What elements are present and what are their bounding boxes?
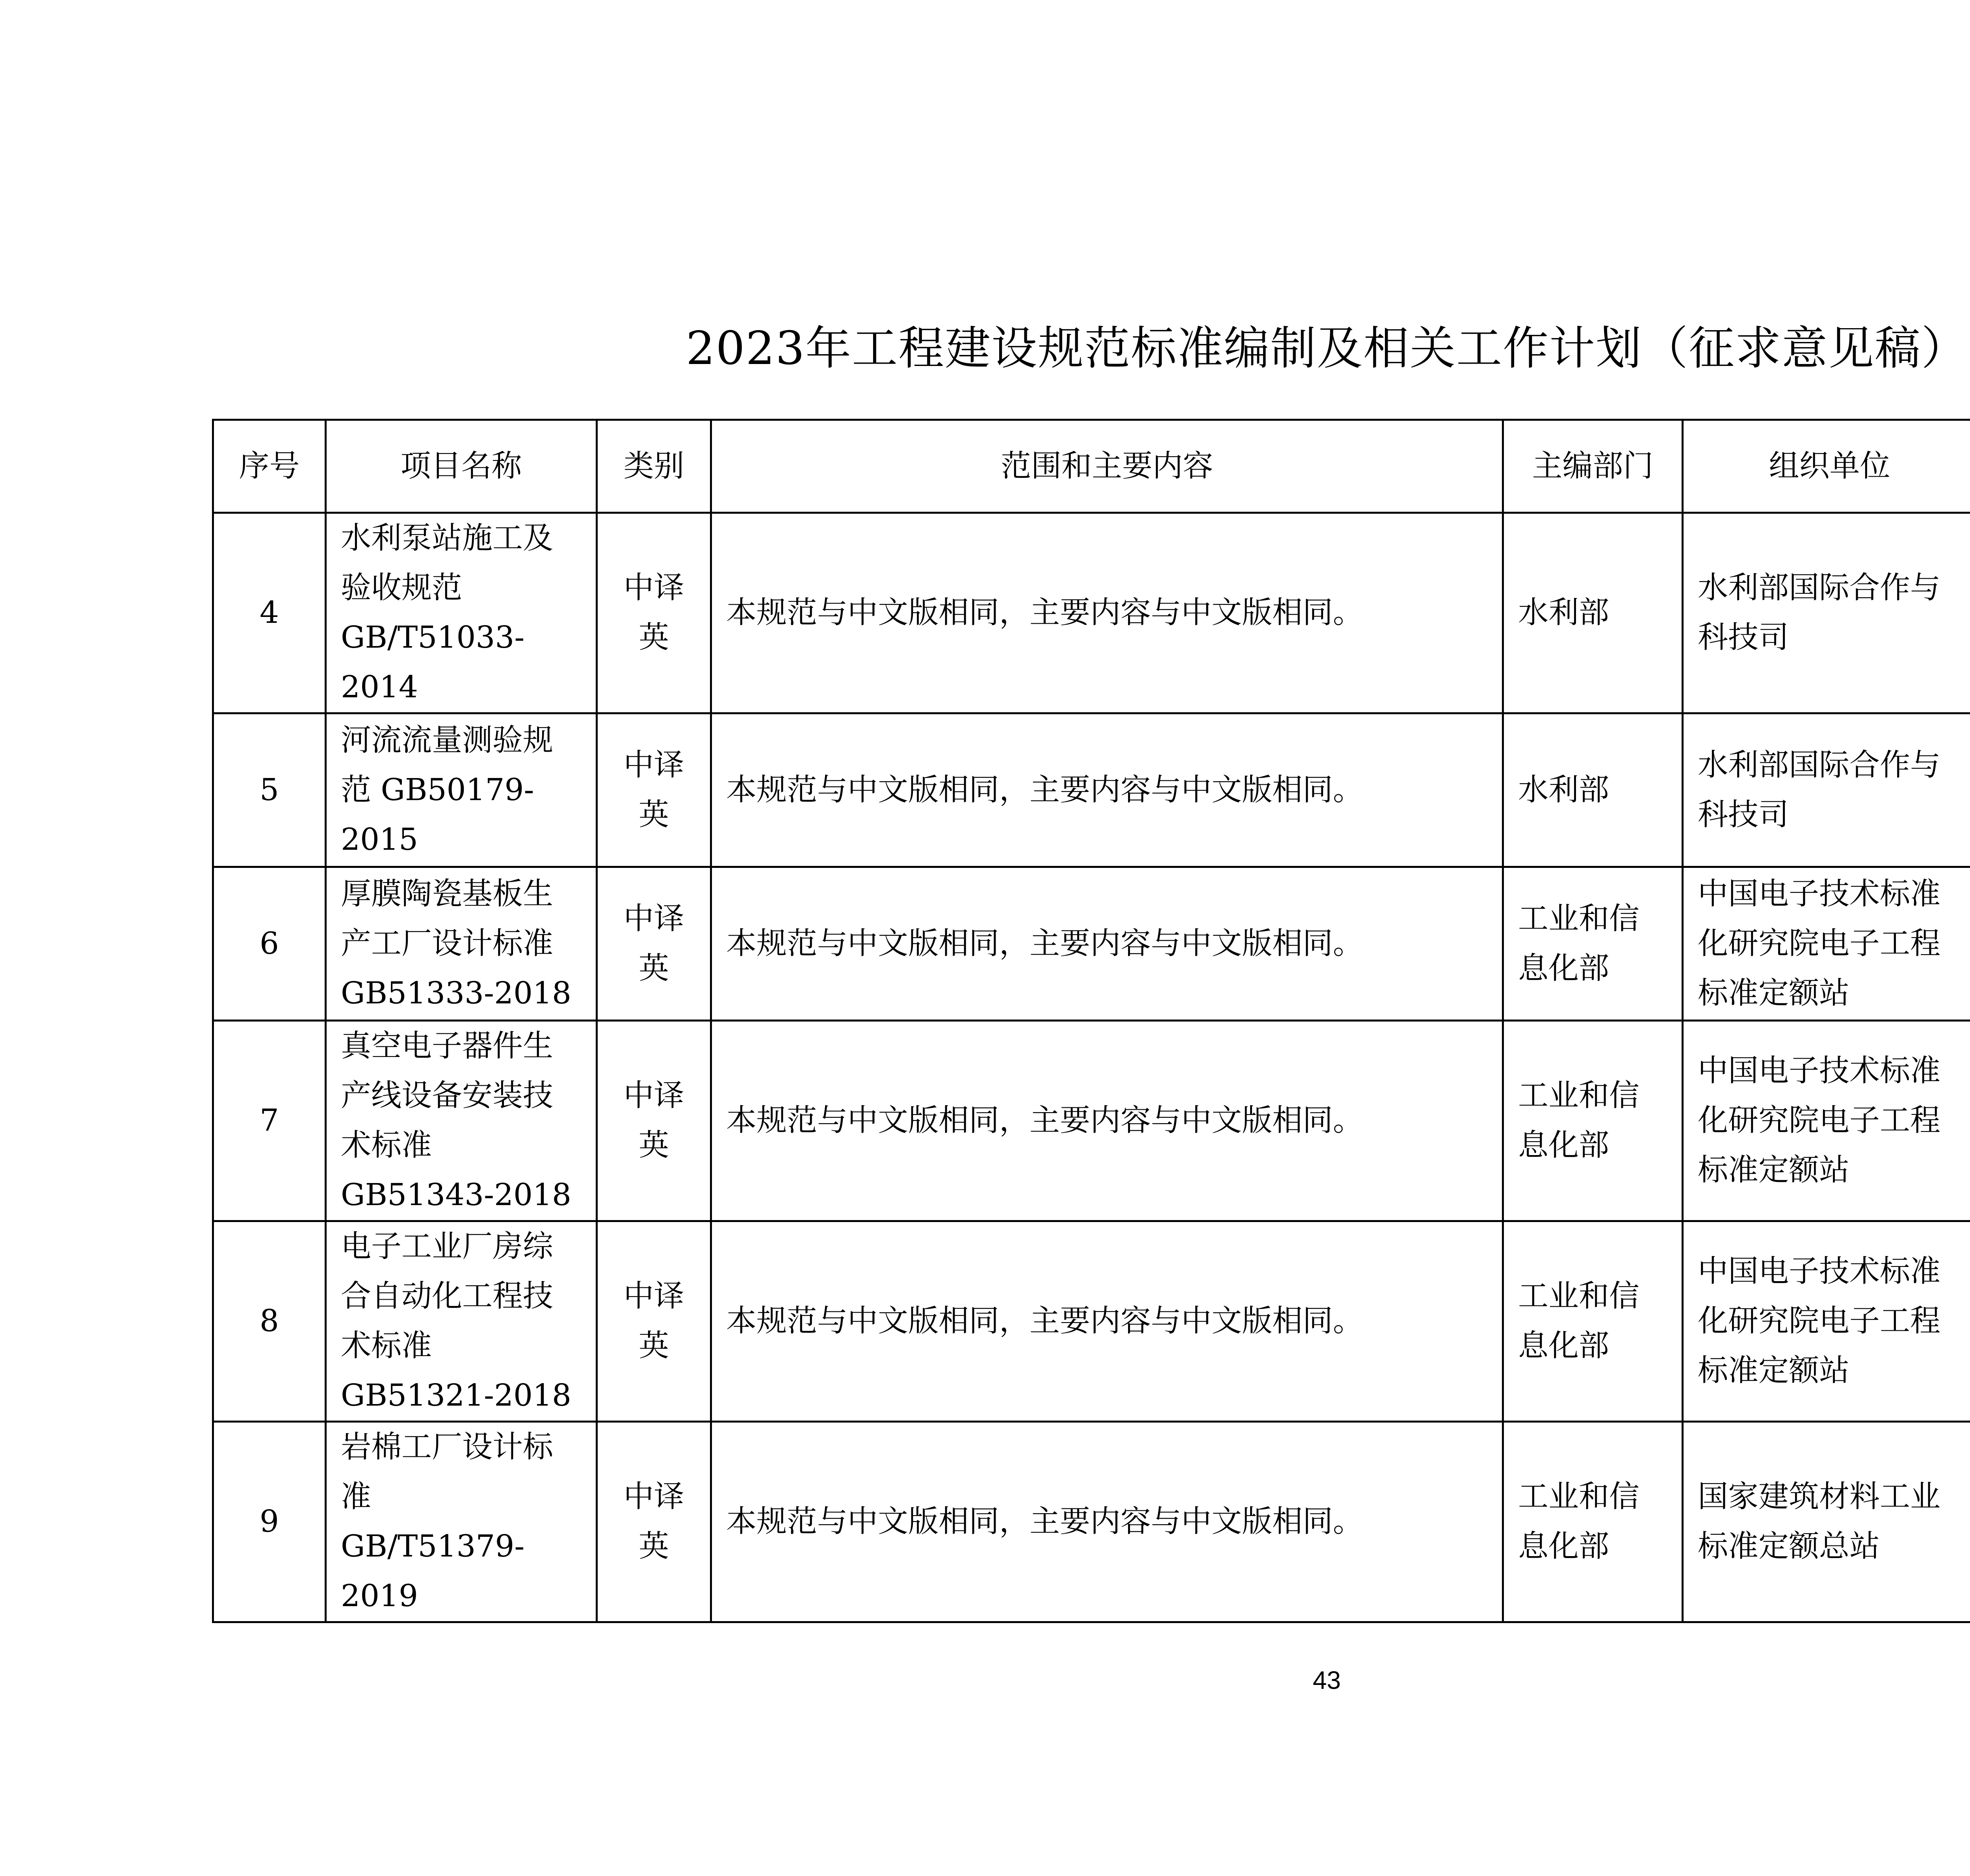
cell-category-line: 中译 xyxy=(623,747,684,783)
table-row xyxy=(213,1422,1970,1622)
cell-name-line: 合自动化工程技 xyxy=(341,1279,553,1314)
table-header-row xyxy=(213,420,1970,513)
cell-category-line: 英 xyxy=(639,951,669,986)
cell-org-line: 中国电子技术标准 xyxy=(1698,876,1940,912)
cell-name-line: 厚膜陶瓷基板生 xyxy=(341,876,553,912)
header-cell-dept: 主编部门 xyxy=(1503,420,1683,513)
cell-category-line: 英 xyxy=(639,1529,669,1564)
cell-name-line: 产工厂设计标准 xyxy=(341,926,553,961)
cell-org-line: 科技司 xyxy=(1698,797,1789,832)
cell-dept-line: 水利部 xyxy=(1518,595,1609,630)
cell-dept-line: 工业和信 xyxy=(1518,1279,1639,1314)
cell-name-line: 术标准 xyxy=(341,1328,432,1363)
cell-name xyxy=(326,1422,597,1622)
cell-org-line: 国家建筑材料工业 xyxy=(1698,1479,1940,1514)
cell-org-line: 水利部国际合作与 xyxy=(1698,747,1940,783)
table-row xyxy=(213,1021,1970,1221)
cell-name-line: GB/T51033-2014 xyxy=(341,620,525,705)
cell-no: 9 xyxy=(213,1422,326,1622)
cell-no: 6 xyxy=(213,867,326,1021)
cell-dept xyxy=(1503,1221,1683,1422)
cell-name xyxy=(326,867,597,1021)
cell-name xyxy=(326,513,597,713)
cell-name-line: 水利泵站施工及 xyxy=(341,521,553,556)
cell-org-line: 中国电子技术标准 xyxy=(1698,1053,1940,1088)
cell-org xyxy=(1683,1422,1970,1622)
cell-category-line: 英 xyxy=(639,620,669,655)
plan-table xyxy=(212,419,1970,1623)
cell-org xyxy=(1683,513,1970,713)
cell-category-line: 中译 xyxy=(623,1279,684,1314)
table-row xyxy=(213,713,1970,867)
cell-category-line: 中译 xyxy=(623,901,684,936)
cell-org-line: 标准定额站 xyxy=(1698,975,1849,1011)
cell-name-line: GB51333-2018 xyxy=(341,975,572,1011)
cell-org-line: 化研究院电子工程 xyxy=(1698,926,1940,961)
cell-org-line: 水利部国际合作与 xyxy=(1698,570,1940,606)
cell-content: 本规范与中文版相同，主要内容与中文版相同。 xyxy=(711,513,1503,713)
cell-org-line: 标准定额站 xyxy=(1698,1353,1849,1388)
cell-name-line: 范 GB50179-2015 xyxy=(341,772,534,857)
cell-category xyxy=(597,713,711,867)
document-title: 2023年工程建设规范标准编制及相关工作计划（征求意见稿） xyxy=(686,322,1968,375)
cell-name xyxy=(326,1221,597,1422)
header-cell-category: 类别 xyxy=(597,420,711,513)
cell-org xyxy=(1683,867,1970,1021)
cell-dept xyxy=(1503,1422,1683,1622)
cell-dept-line: 工业和信 xyxy=(1518,1078,1639,1113)
cell-org-line: 标准定额总站 xyxy=(1698,1529,1880,1564)
cell-category-line: 英 xyxy=(639,1328,669,1363)
cell-category xyxy=(597,1021,711,1221)
cell-dept xyxy=(1503,1021,1683,1221)
cell-name-line: 术标准 xyxy=(341,1128,432,1163)
cell-name-line: 岩棉工厂设计标 xyxy=(341,1430,553,1465)
cell-dept xyxy=(1503,713,1683,867)
cell-name xyxy=(326,713,597,867)
cell-category-line: 英 xyxy=(639,797,669,832)
cell-no: 5 xyxy=(213,713,326,867)
table-body xyxy=(213,513,1970,1622)
cell-category xyxy=(597,1221,711,1422)
cell-name-line: GB51321-2018 xyxy=(341,1378,572,1413)
cell-dept xyxy=(1503,513,1683,713)
table-row xyxy=(213,513,1970,713)
cell-org-line: 标准定额站 xyxy=(1698,1153,1849,1188)
cell-name-line: 准 xyxy=(341,1479,371,1514)
cell-org-line: 中国电子技术标准 xyxy=(1698,1254,1940,1289)
table-row xyxy=(213,867,1970,1021)
cell-name-line: 真空电子器件生 xyxy=(341,1029,553,1064)
cell-dept-line: 息化部 xyxy=(1518,951,1609,986)
cell-org xyxy=(1683,713,1970,867)
cell-category-line: 中译 xyxy=(623,1078,684,1113)
page-number: 43 xyxy=(1312,1666,1341,1694)
cell-no: 8 xyxy=(213,1221,326,1422)
cell-content: 本规范与中文版相同，主要内容与中文版相同。 xyxy=(711,1422,1503,1622)
cell-org-line: 科技司 xyxy=(1698,620,1789,655)
header-cell-no: 序号 xyxy=(213,420,326,513)
header-cell-name: 项目名称 xyxy=(326,420,597,513)
cell-name-line: GB51343-2018 xyxy=(341,1178,572,1213)
cell-category-line: 中译 xyxy=(623,1479,684,1514)
header-cell-org: 组织单位 xyxy=(1683,420,1970,513)
cell-name-line: 验收规范 xyxy=(341,570,462,606)
cell-category xyxy=(597,1422,711,1622)
cell-org xyxy=(1683,1021,1970,1221)
cell-dept xyxy=(1503,867,1683,1021)
cell-name-line: 河流流量测验规 xyxy=(341,723,553,758)
cell-no: 4 xyxy=(213,513,326,713)
cell-name-line: 产线设备安装技 xyxy=(341,1078,553,1113)
cell-dept-line: 息化部 xyxy=(1518,1529,1609,1564)
cell-name-line: 电子工业厂房综 xyxy=(341,1229,553,1264)
cell-category xyxy=(597,867,711,1021)
cell-content: 本规范与中文版相同，主要内容与中文版相同。 xyxy=(711,1221,1503,1422)
cell-category-line: 中译 xyxy=(623,570,684,606)
cell-dept-line: 工业和信 xyxy=(1518,1479,1639,1514)
cell-dept-line: 工业和信 xyxy=(1518,901,1639,936)
cell-dept-line: 息化部 xyxy=(1518,1328,1609,1363)
cell-org-line: 化研究院电子工程 xyxy=(1698,1304,1940,1339)
cell-category xyxy=(597,513,711,713)
cell-name-line: GB/T51379-2019 xyxy=(341,1529,525,1614)
cell-org xyxy=(1683,1221,1970,1422)
cell-dept-line: 水利部 xyxy=(1518,772,1609,808)
cell-dept-line: 息化部 xyxy=(1518,1128,1609,1163)
cell-no: 7 xyxy=(213,1021,326,1221)
table-row xyxy=(213,1221,1970,1422)
cell-name xyxy=(326,1021,597,1221)
header-cell-content: 范围和主要内容 xyxy=(711,420,1503,513)
cell-category-line: 英 xyxy=(639,1128,669,1163)
cell-content: 本规范与中文版相同，主要内容与中文版相同。 xyxy=(711,713,1503,867)
cell-org-line: 化研究院电子工程 xyxy=(1698,1103,1940,1138)
cell-content: 本规范与中文版相同，主要内容与中文版相同。 xyxy=(711,1021,1503,1221)
cell-content: 本规范与中文版相同，主要内容与中文版相同。 xyxy=(711,867,1503,1021)
